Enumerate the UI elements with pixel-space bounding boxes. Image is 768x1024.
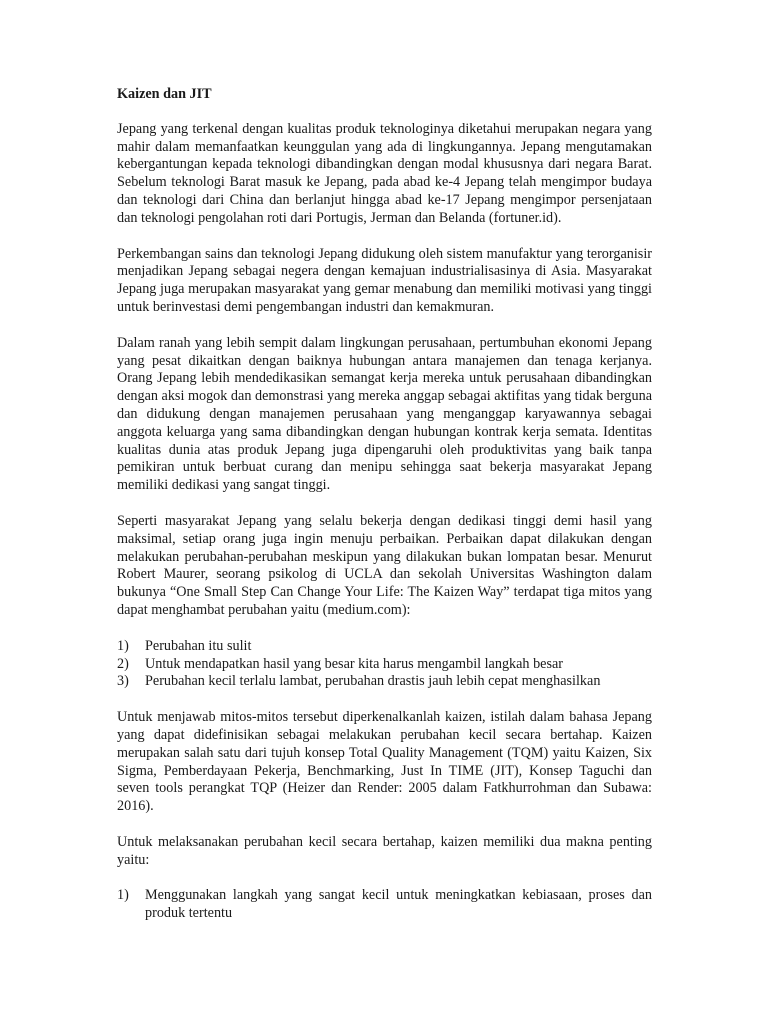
list-item-text: Perubahan itu sulit <box>145 637 252 654</box>
document-page <box>117 86 652 941</box>
list-item-number: 1) <box>117 637 129 654</box>
list-item <box>117 656 652 674</box>
list-item-number: 1) <box>117 887 129 904</box>
document-title: Kaizen dan JIT <box>117 86 212 102</box>
list-item <box>117 638 652 656</box>
list-item-number: 3) <box>117 673 129 690</box>
myths-list <box>117 638 652 691</box>
paragraph-japan-technology: Jepang yang terkenal dengan kualitas produk teknologinya diketahui merupakan negara yang mahir dalam memanfaatkan keunggulan yang ada di lingkungannya. Jepang mengutamakan kebergantungan kepada teknologi dibandingkan dengan modal khususnya dari negara Barat. Sebelum teknologi Barat masuk ke Jepang, pada abad ke-4 Jepang telah mengimpor budaya dan teknologi dari China dan berlanjut hingga abad ke-17 Jepang mengimpor persenjataan dan teknologi pengolahan roti dari Portugis, Jerman dan Belanda (fortuner.id). <box>117 120 652 226</box>
paragraph-kaizen-meanings: Untuk melaksanakan perubahan kecil secara bertahap, kaizen memiliki dua makna penting yaitu: <box>117 833 652 868</box>
list-item <box>117 887 652 923</box>
list-item-text: Perubahan kecil terlalu lambat, perubahan drastis jauh lebih cepat menghasilkan <box>145 673 601 690</box>
meanings-list <box>117 887 652 923</box>
paragraph-company-environment: Dalam ranah yang lebih sempit dalam lingkungan perusahaan, pertumbuhan ekonomi Jepang yang pesat dikaitkan dengan baiknya hubungan antara manajemen dan tenaga kerjanya. Orang Jepang lebih mendedikasikan semangat kerja mereka untuk perusahaan dibandingkan dengan aksi mogok dan demonstrasi yang mereka anggap sebagai aktifitas yang tidak berguna dan didukung dengan manajemen perusahaan yang menganggap karyawannya sebagai anggota keluarga yang sama dibandingkan dengan hubungan kontrak kerja semata. Identitas kualitas dunia atas produk Jepang juga dipengaruhi oleh produktivitas yang baik tanpa pemikiran untuk berbuat curang dan menipu sehingga saat bekerja masyarakat Jepang memiliki dedikasi yang sangat tinggi. <box>117 334 652 494</box>
paragraph-kaizen-definition: Untuk menjawab mitos-mitos tersebut diperkenalkanlah kaizen, istilah dalam bahasa Jepang yang dapat didefinisikan sebagai melakukan perubahan kecil secara bertahap. Kaizen merupakan salah satu dari tujuh konsep Total Quality Management (TQM) yaitu Kaizen, Six Sigma, Pemberdayaan Pekerja, Benchmarking, Just In TIME (JIT), Konsep Taguchi dan seven tools perangkat TQP (Heizer dan Render: 2005 dalam Fatkhurrohman dan Subawa: 2016). <box>117 709 652 815</box>
paragraph-science-development: Perkembangan sains dan teknologi Jepang didukung oleh sistem manufaktur yang terorganisir menjadikan Jepang sebagai negera dengan kemajuan industrialisasinya di Asia. Masyarakat Jepang juga merupakan masyarakat yang gemar menabung dan memiliki motivasi yang tinggi untuk berinvestasi demi pengembangan industri dan kemakmuran. <box>117 245 652 315</box>
list-item-text: Menggunakan langkah yang sangat kecil untuk meningkatkan kebiasaan, proses dan produk tertentu <box>145 887 652 922</box>
list-item-text: Untuk mendapatkan hasil yang besar kita harus mengambil langkah besar <box>145 655 564 672</box>
list-item-number: 2) <box>117 655 129 672</box>
paragraph-improvement-myths: Seperti masyarakat Jepang yang selalu bekerja dengan dedikasi tinggi demi hasil yang maksimal, setiap orang juga ingin menuju perbaikan. Perbaikan dapat dilakukan dengan melakukan perubahan-perubahan meskipun yang dilakukan bukan lompatan besar. Menurut Robert Maurer, seorang psikolog di UCLA dan sekolah Universitas Washington dalam bukunya “One Small Step Can Change Your Life: The Kaizen Way” terdapat tiga mitos yang dapat menghambat perubahan yaitu (medium.com): <box>117 512 652 618</box>
list-item <box>117 673 652 691</box>
